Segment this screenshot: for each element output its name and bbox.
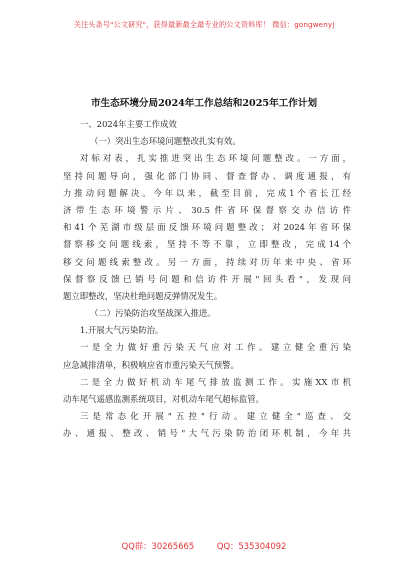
paragraph-line: 对标对表，扎实推进突出生态环境问题整改。一方面， <box>80 153 351 164</box>
paragraph-line: 应急减排清单，积极响应省市重污染天气预警。 <box>63 359 239 370</box>
item-heading: 1.开展大气污染防治。 <box>80 325 164 336</box>
paragraph-heavy-pollution <box>63 339 351 373</box>
paragraph-line: 三是常态化开展"五控"行动。建立健全"巡查、交 <box>80 411 351 422</box>
paragraph-line: 和41个芜湖市级层面反馈环境问题整改；对2024年省环保 <box>63 222 351 233</box>
paragraph-line: 力推动问题解决。今年以来，截至目前，完成1个省长江经 <box>63 187 351 198</box>
paragraph-line: 坚持问题导向，强化部门协同、督查督办、调度通报，有 <box>63 170 351 181</box>
contact-footer <box>0 540 408 552</box>
paragraph-rectification <box>63 150 351 305</box>
document-title: 市生态环境分局2024年工作总结和2025年工作计划 <box>90 98 318 109</box>
subsection-heading: （一）突出生态环境问题整改扎实有效。 <box>90 136 241 147</box>
paragraph-line: 一是全力做好重污染天气应对工作。建立健全重污染 <box>80 342 351 353</box>
section-heading: 一、2024年主要工作成效 <box>80 119 177 129</box>
paragraph-five-controls <box>63 408 351 442</box>
subsection-heading: （二）污染防治攻坚战深入推进。 <box>90 308 216 319</box>
paragraph-line: 动车尾气遥感监测系统项目，对机动车尾气超标监管。 <box>63 394 264 404</box>
paragraph-vehicle-exhaust <box>63 374 351 408</box>
document-body <box>63 116 351 443</box>
paragraph-line: 二是全力做好机动车尾气排放监测工作。实施XX市机 <box>80 376 351 387</box>
paragraph-line: 办、通报、整改、销号"大气污染防治闭环机制，今年共 <box>63 428 351 439</box>
qq-number: QQ：535304092 <box>216 541 287 551</box>
qq-group-number: QQ群：30265665 <box>121 541 195 551</box>
paragraph-line: 济带生态环境警示片、30.5件省环保督察交办信访件 <box>63 204 351 215</box>
paragraph-line: 保督察反馈已销号问题和信访件开展"回头看"，发现问 <box>63 273 351 284</box>
paragraph-line: 督察移交问题线索，坚持不等不靠，立即整改，完成14个 <box>63 239 351 250</box>
paragraph-line: 移交问题线索整改。另一方面，持续对历年来中央、省环 <box>63 256 351 267</box>
promo-banner: 关注头条号"公文研究"，获得最新最全最专业的公文资料库！ 微信：gongwenyj <box>73 20 335 29</box>
paragraph-line: 题立即整改，坚决杜绝问题反弹情况发生。 <box>63 290 223 301</box>
